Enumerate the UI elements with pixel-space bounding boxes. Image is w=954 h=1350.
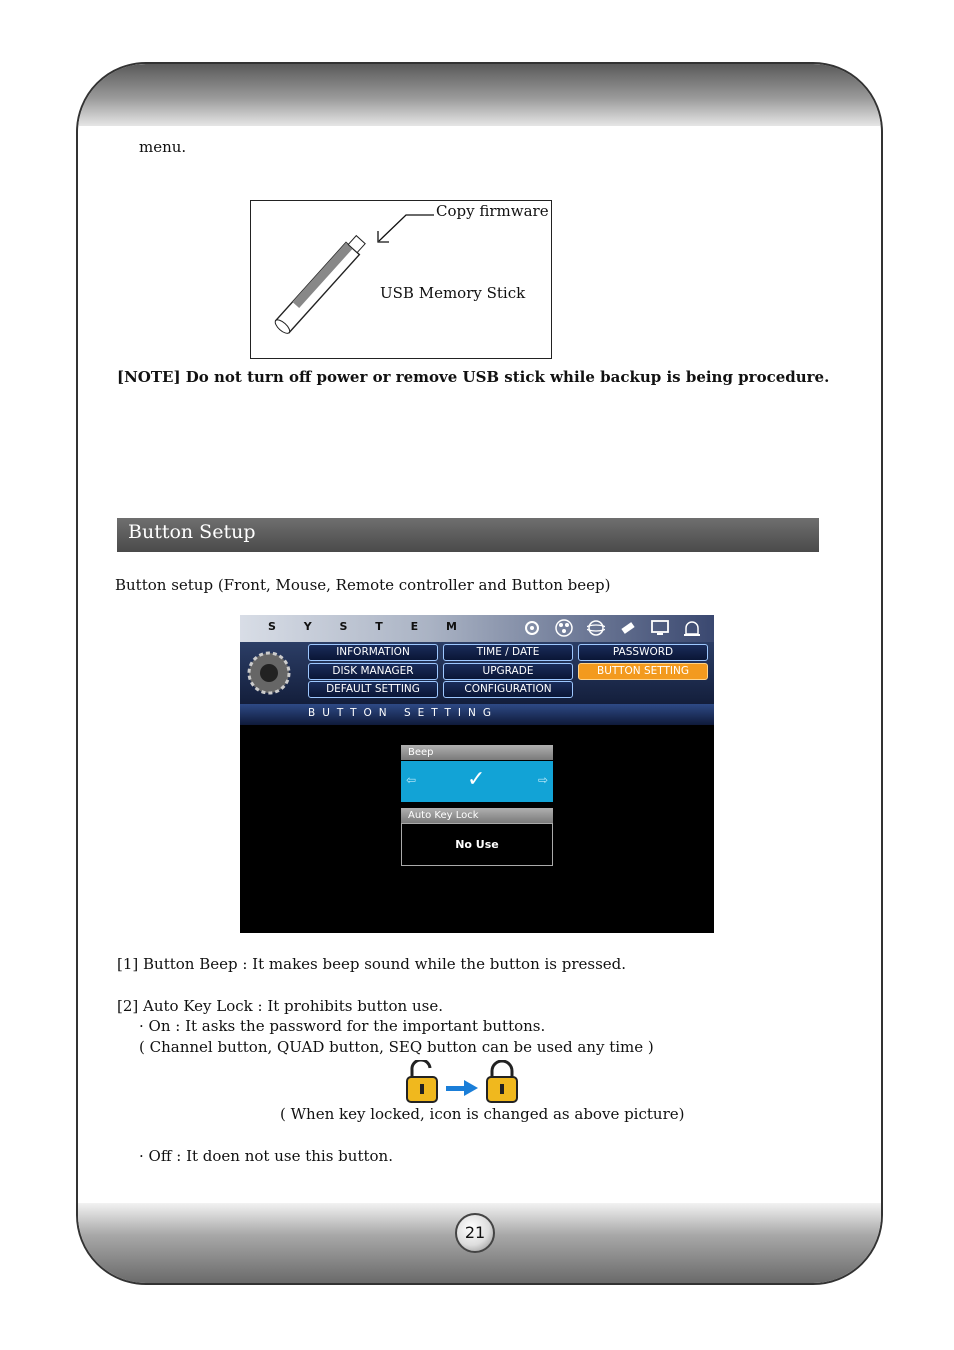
intro-text: Button setup (Front, Mouse, Remote controller and Button beep) [115,576,611,594]
system-title: S Y S T E M [268,620,469,633]
item-auto-key-lock-off: · Off : It doen not use this button. [139,1147,393,1165]
system-title-bar [240,615,714,642]
menu-time-date[interactable]: TIME / DATE [443,644,573,661]
gear-icon[interactable] [523,619,541,637]
menu-upgrade[interactable]: UPGRADE [443,663,573,680]
page-number: 21 [455,1213,495,1253]
menu-button-setting[interactable]: BUTTON SETTING [578,663,708,680]
item-auto-key-lock-on: · On : It asks the password for the important buttons. [139,1017,546,1035]
item-button-beep: [1] Button Beep : It makes beep sound while the button is pressed. [117,955,627,973]
beep-label: Beep [408,747,434,758]
menu-configuration[interactable]: CONFIGURATION [443,681,573,698]
section-header [117,518,819,552]
system-screenshot [240,615,714,933]
globe-icon[interactable] [587,619,605,637]
usb-memory-label: USB Memory Stick [380,284,526,302]
menu-password[interactable]: PASSWORD [578,644,708,661]
reel-icon[interactable] [555,619,573,637]
usb-stick-icon [251,201,551,358]
menu-word: menu. [139,138,187,156]
right-arrow-icon[interactable]: ⇨ [537,773,548,787]
auto-key-lock-label: Auto Key Lock [408,810,479,821]
button-setting-title: BUTTON SETTING [308,707,499,719]
auto-key-lock-header [401,808,553,823]
monitor-icon[interactable] [651,619,669,637]
left-arrow-icon[interactable]: ⇦ [406,773,417,787]
beep-toggle[interactable] [401,761,553,802]
button-setting-bar [240,704,714,725]
usb-icon[interactable] [619,619,637,637]
header-band [78,64,881,126]
auto-key-lock-value[interactable]: No Use [401,823,553,866]
lock-caption: ( When key locked, icon is changed as above picture) [280,1105,685,1123]
gear-logo-icon [244,648,294,698]
alarm-icon[interactable] [683,619,701,637]
lock-change-illustration [404,1060,524,1104]
arrow-right-icon [446,1080,478,1096]
beep-header [401,745,553,760]
menu-information[interactable]: INFORMATION [308,644,438,661]
menu-default-setting[interactable]: DEFAULT SETTING [308,681,438,698]
item-auto-key-lock: [2] Auto Key Lock : It prohibits button use. [117,997,443,1015]
copy-firmware-label: Copy firmware [436,202,549,220]
usb-figure [250,200,552,359]
section-title: Button Setup [128,521,256,543]
item-auto-key-lock-note: ( Channel button, QUAD button, SEQ button can be used any time ) [139,1038,654,1056]
locked-lock-icon [487,1061,517,1102]
unlocked-lock-icon [407,1060,437,1102]
note-text: [NOTE] Do not turn off power or remove USB stick while backup is being procedure. [117,368,830,386]
checkmark-icon: ✓ [467,767,486,792]
menu-disk-manager[interactable]: DISK MANAGER [308,663,438,680]
